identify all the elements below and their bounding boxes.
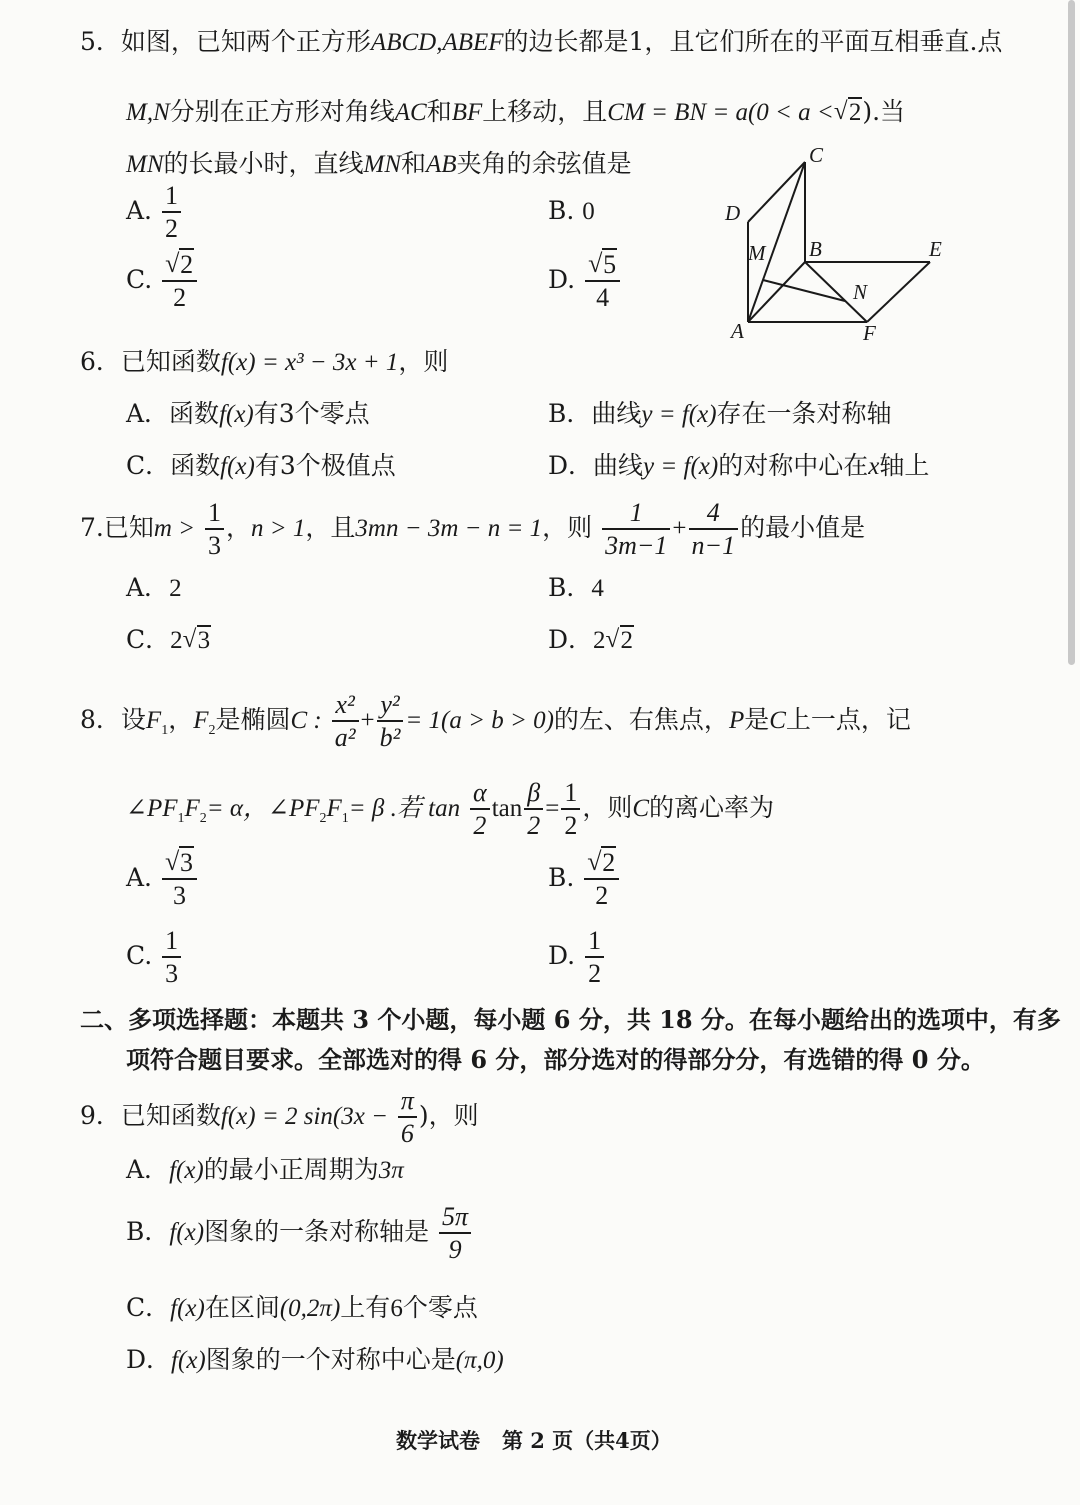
q9-option-c: C．f(x)在区间(0,2π)上有6个零点 — [126, 1293, 478, 1322]
q7-stem: 7.已知m > $\frac{1}{3}$ ，n > 1，且3mn − 3m − n = 1，则 $\frac{1}{3m-1}$ + $\frac{4}{n-1}$ 的最小值是 — [80, 498, 866, 560]
q5-geometry-figure — [715, 140, 975, 350]
q5-option-d: D. √ $\frac{5}{4}$ — [548, 252, 622, 311]
q8-stem-line1: 8．设$F_1$，$F_2$是椭圆C : $\frac{\text{x²}}{\text{a²}}$ + $\frac{\text{y²}}{\text{b²}}$ = 1(a > b > 0)的左、右焦点，P是C上一点，记 — [80, 690, 911, 752]
fig-label-e: E — [929, 237, 942, 261]
fig-label-c: C — [809, 143, 824, 167]
fig-label-a: A — [731, 319, 744, 343]
q7-option-c: C．2√ 3 — [126, 620, 211, 656]
fig-label-n: N — [853, 280, 868, 304]
q9-option-a: A．f(x)的最小正周期为3π — [126, 1155, 404, 1184]
section2-heading: 二、多项选择题：本题共 3 个小题，每小题 6 分，共 18 分。在每小题给出的选项中，有多 — [80, 1005, 1061, 1034]
q6-option-a: A．函数f(x)有3个零点 — [126, 399, 370, 428]
q5-stem-line2: M,N分别在正方形对角线AC和BF上移动，且CM = BN = a(0 < a <√ 2).当 — [126, 92, 905, 128]
q8-stem-line2: $\angle PF_1F_2= \alpha$，$\angle PF_2F_1= \beta$ .若 tan $\frac{\alpha}{2}$ tan $\frac{\beta}{2}$ = $\frac{1}{2}$ ，则C的离心率为 — [126, 778, 775, 840]
q5-stem-line3: MN的长最小时，直线MN和AB夹角的余弦值是 — [126, 149, 632, 178]
q6-stem: 6．已知函数f(x) = x³ − 3x + 1，则 — [80, 347, 449, 376]
q5-stem-line1: 5．如图，已知两个正方形ABCD,ABEF的边长都是1，且它们所在的平面互相垂直.点 — [80, 27, 1003, 56]
fig-label-f: F — [863, 321, 876, 345]
q6-option-b: B．曲线y = f(x)存在一条对称轴 — [548, 399, 892, 428]
page-footer: 数学试卷 第 2 页（共4页） — [396, 1428, 672, 1453]
q7-option-b: B．4 — [548, 573, 604, 602]
q6-option-d: D．曲线y = f(x)的对称中心在x轴上 — [548, 451, 930, 480]
q8-option-a: A. √ $\frac{3}{3}$ — [126, 850, 199, 909]
q5-option-c: C. √ $\frac{2}{2}$ — [126, 252, 199, 311]
q9-option-d: D．f(x)图象的一个对称中心是(π,0) — [126, 1345, 504, 1374]
scrollbar[interactable] — [1068, 0, 1075, 665]
fig-label-m: M — [748, 241, 766, 265]
q5-option-a: A. $\frac{1}{2}$ — [126, 183, 183, 242]
q5-option-b: B. 0 — [548, 196, 595, 225]
q7-option-d: D．2√ 2 — [548, 620, 634, 656]
fig-label-b: B — [809, 237, 822, 261]
q7-option-a: A．2 — [126, 573, 182, 602]
q9-stem: 9．已知函数f(x) = 2 sin(3x − $\frac{\pi}{6}$ )，则 — [80, 1086, 479, 1148]
q9-option-b: B．f(x)图象的一条对称轴是 $\frac{5\pi}{9}$ — [126, 1204, 473, 1263]
q8-option-c: C. $\frac{1}{3}$ — [126, 928, 183, 987]
q8-option-b: B. √ $\frac{2}{2}$ — [548, 850, 621, 909]
fig-label-d: D — [725, 201, 741, 225]
q6-option-c: C．函数f(x)有3个极值点 — [126, 451, 396, 480]
q8-option-d: D. $\frac{1}{2}$ — [548, 928, 606, 987]
section2-instructions: 项符合题目要求。全部选对的得 6 分，部分选对的得部分分，有选错的得 0 分。 — [126, 1045, 985, 1074]
